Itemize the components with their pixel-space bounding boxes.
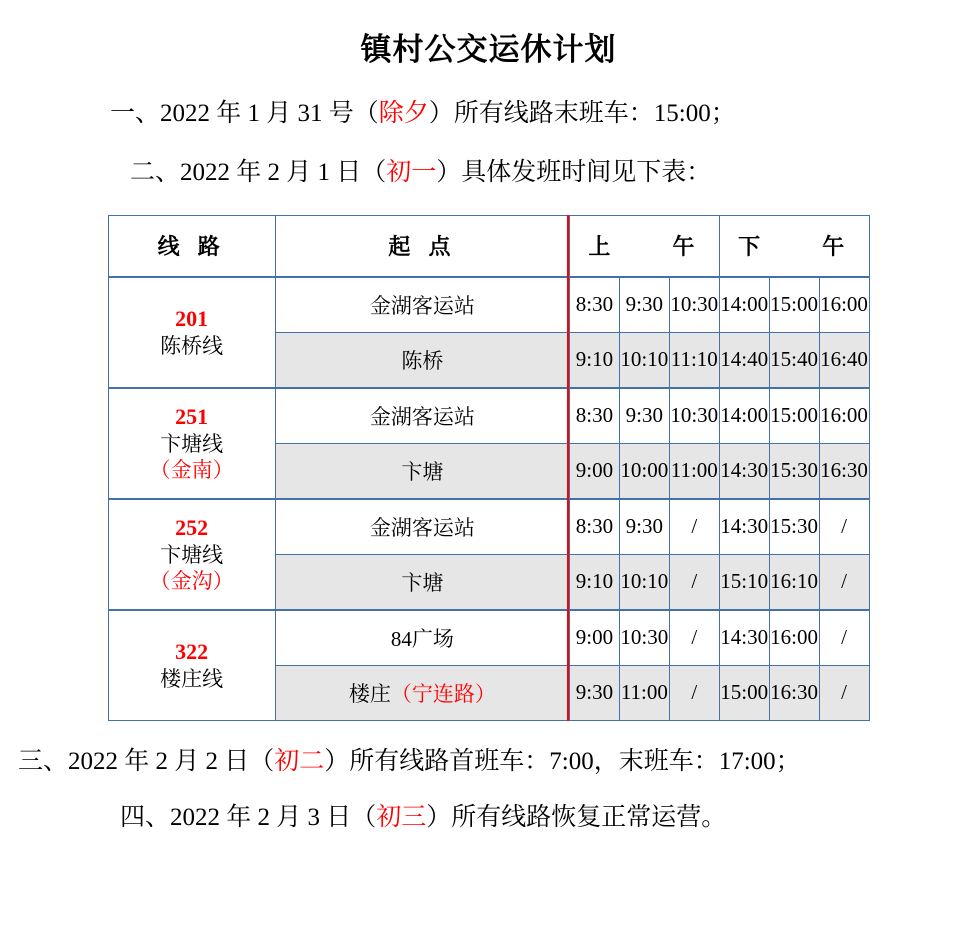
route-name: 陈桥线 [160,333,224,358]
time-cell: 15:30 [769,499,819,555]
route-cell-251 [108,388,275,499]
time-cell: 16:30 [819,443,869,499]
paragraph-3-highlight: 初二 [274,747,325,775]
start-point: 卞塘 [275,443,569,499]
start-point [275,665,569,720]
time-cell: 10:10 [619,332,669,388]
paragraph-2-pre: 二、2022 年 2 月 1 日（ [130,158,387,186]
time-cell: 9:00 [570,610,620,666]
paragraph-2-highlight: 初一 [386,158,437,186]
time-cell: 16:00 [769,610,819,666]
time-cell: 10:30 [669,388,719,444]
time-cell: / [819,499,869,555]
route-number: 322 [175,639,209,665]
route-number: 252 [175,515,209,540]
time-cell: 11:10 [669,332,719,388]
table-header [108,215,869,277]
paragraph-1-post: ）所有线路末班车：15:00； [428,100,736,127]
paragraph-1-highlight: 除夕 [378,100,429,127]
paragraph-3-post: ）所有线路首班车：7:00，末班车：17:00； [324,747,801,775]
time-cell: 10:00 [619,443,669,499]
start-point: 卞塘 [275,554,569,610]
route-name: 卞塘线 [160,431,224,456]
paragraph-4-pre: 四、2022 年 2 月 3 日（ [120,804,377,832]
time-cell: 15:00 [769,388,819,444]
time-cell: 15:40 [769,332,819,388]
time-cell: 14:00 [719,388,769,444]
time-cell: 14:00 [719,277,769,333]
time-cell: 11:00 [669,443,719,499]
table-row [108,499,869,555]
route-sub-name: （金南） [149,457,234,482]
time-cell: / [669,610,719,666]
table-row [108,277,869,333]
route-cell-201 [108,277,275,388]
paragraph-2-post: ）具体发班时间见下表： [436,158,712,186]
route-name: 楼庄线 [160,666,224,691]
paragraph-4-highlight: 初三 [376,804,427,832]
paragraph-1-pre: 一、2022 年 1 月 31 号（ [110,100,379,127]
start-point: 84广场 [275,610,569,666]
time-cell: 15:30 [769,443,819,499]
time-cell: 8:30 [570,388,620,444]
route-sub-name: （金沟） [149,568,234,593]
time-cell: 9:30 [570,665,620,720]
start-point: 金湖客运站 [275,388,569,444]
header-afternoon: 下 午 [719,215,869,277]
time-cell: / [819,610,869,666]
start-point: 陈桥 [275,332,569,388]
table-header-row [108,215,869,277]
time-cell: 9:30 [619,277,669,333]
paragraph-item-1 [0,95,977,134]
header-start: 起 点 [275,215,569,277]
route-cell-252 [108,499,275,610]
table-row [108,610,869,666]
time-cell: 16:00 [819,388,869,444]
schedule-table [108,215,870,721]
paragraph-3-pre: 三、2022 年 2 月 2 日（ [18,747,275,775]
time-cell: 8:30 [570,277,620,333]
time-cell: 16:40 [819,332,869,388]
time-cell: 10:30 [619,610,669,666]
time-cell: / [669,554,719,610]
time-cell: 16:00 [819,277,869,333]
time-cell: 10:30 [669,277,719,333]
header-morning: 上 午 [570,215,720,277]
time-cell: / [819,665,869,720]
schedule-table-wrapper [108,215,870,721]
time-cell: 9:30 [619,499,669,555]
route-name: 卞塘线 [160,542,224,567]
start-point: 金湖客运站 [275,499,569,555]
time-cell: 14:30 [719,443,769,499]
start-point-label: 楼庄 [348,681,391,706]
time-cell: 14:30 [719,610,769,666]
route-number: 201 [175,306,209,332]
time-cell: / [819,554,869,610]
time-cell: / [669,665,719,720]
time-cell: 16:30 [769,665,819,720]
paragraph-item-2 [0,154,977,193]
page-title: 镇村公交运休计划 [360,32,617,67]
time-cell: 9:30 [619,388,669,444]
header-line: 线 路 [108,215,275,277]
start-point: 金湖客运站 [275,277,569,333]
route-cell-322 [108,610,275,721]
am-pm-divider-line [567,215,569,721]
time-cell: 8:30 [570,499,620,555]
paragraph-item-3 [0,743,977,782]
paragraph-item-4 [0,799,977,838]
time-cell: / [669,499,719,555]
start-point-note: （宁连路） [390,681,496,706]
time-cell: 9:10 [570,332,620,388]
time-cell: 9:00 [570,443,620,499]
table-body [108,277,869,721]
time-cell: 9:10 [570,554,620,610]
time-cell: 14:40 [719,332,769,388]
time-cell: 15:00 [769,277,819,333]
document-page [0,24,977,925]
route-number: 251 [175,404,209,429]
time-cell: 15:00 [719,665,769,720]
time-cell: 16:10 [769,554,819,610]
time-cell: 11:00 [619,665,669,720]
time-cell: 10:10 [619,554,669,610]
time-cell: 15:10 [719,554,769,610]
paragraph-4-post: ）所有线路恢复正常运营。 [426,804,727,832]
table-row [108,388,869,444]
time-cell: 14:30 [719,499,769,555]
